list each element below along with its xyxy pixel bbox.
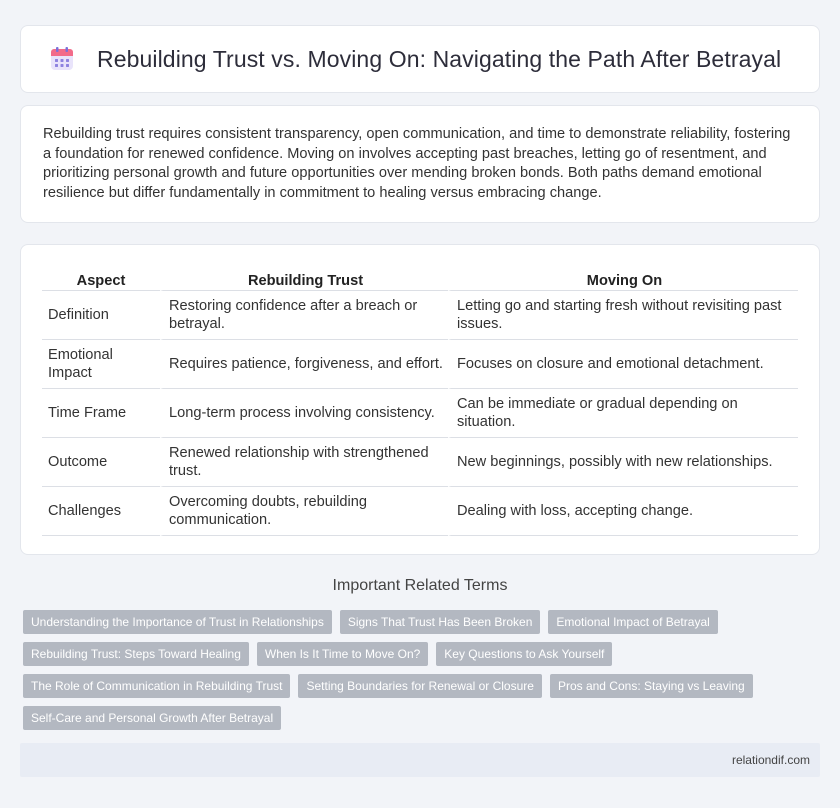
header-moving-on: Moving On (448, 265, 798, 291)
table-header-row (42, 265, 798, 291)
row-rebuilding-trust: Renewed relationship with strengthened trust. (160, 438, 448, 487)
comparison-table (42, 265, 798, 536)
row-moving-on: New beginnings, possibly with new relationships. (448, 438, 798, 487)
related-term-link[interactable]: Setting Boundaries for Renewal or Closure (298, 674, 541, 698)
row-aspect: Time Frame (42, 389, 160, 438)
related-term-link[interactable]: When Is It Time to Move On? (257, 642, 428, 666)
intro-card (20, 105, 820, 223)
related-term-link[interactable]: The Role of Communication in Rebuilding Trust (23, 674, 290, 698)
row-aspect: Challenges (42, 487, 160, 536)
header-rebuilding-trust: Rebuilding Trust (160, 265, 448, 291)
row-rebuilding-trust: Overcoming doubts, rebuilding communication. (160, 487, 448, 536)
related-terms-list (23, 610, 813, 730)
header-aspect: Aspect (42, 265, 160, 291)
related-term-link[interactable]: Key Questions to Ask Yourself (436, 642, 612, 666)
table-row (42, 291, 798, 340)
footer (20, 743, 820, 777)
related-term-link[interactable]: Understanding the Importance of Trust in Relationships (23, 610, 332, 634)
row-aspect: Emotional Impact (42, 340, 160, 389)
row-rebuilding-trust: Restoring confidence after a breach or betrayal. (160, 291, 448, 340)
calendar-icon (49, 46, 75, 72)
row-moving-on: Can be immediate or gradual depending on situation. (448, 389, 798, 438)
comparison-card (20, 244, 820, 555)
header-card (20, 25, 820, 93)
table-row (42, 389, 798, 438)
site-link[interactable]: relationdif.com (731, 753, 810, 767)
table-row (42, 438, 798, 487)
row-rebuilding-trust: Requires patience, forgiveness, and effort. (160, 340, 448, 389)
related-term-link[interactable]: Self-Care and Personal Growth After Betrayal (23, 706, 281, 730)
row-aspect: Outcome (42, 438, 160, 487)
related-term-link[interactable]: Rebuilding Trust: Steps Toward Healing (23, 642, 249, 666)
related-term-link[interactable]: Signs That Trust Has Been Broken (340, 610, 541, 634)
related-term-link[interactable]: Emotional Impact of Betrayal (548, 610, 717, 634)
intro-text: Rebuilding trust requires consistent transparency, open communication, and time to demonstrate reliability, fostering a foundation for renewed confidence. Moving on involves accepting past breaches, letting go of resentment, and prioritizing personal growth and future opportunities over mending broken bonds. Both paths demand emotional resilience but differ fundamentally in commitment to healing versus embracing change. (43, 126, 791, 201)
related-term-link[interactable]: Pros and Cons: Staying vs Leaving (550, 674, 753, 698)
row-moving-on: Dealing with loss, accepting change. (448, 487, 798, 536)
row-aspect: Definition (42, 291, 160, 340)
page-title: Rebuilding Trust vs. Moving On: Navigating the Path After Betrayal (97, 45, 782, 72)
row-rebuilding-trust: Long-term process involving consistency. (160, 389, 448, 438)
related-terms-heading: Important Related Terms (332, 577, 508, 594)
row-moving-on: Letting go and starting fresh without revisiting past issues. (448, 291, 798, 340)
table-row (42, 487, 798, 536)
row-moving-on: Focuses on closure and emotional detachment. (448, 340, 798, 389)
table-row (42, 340, 798, 389)
